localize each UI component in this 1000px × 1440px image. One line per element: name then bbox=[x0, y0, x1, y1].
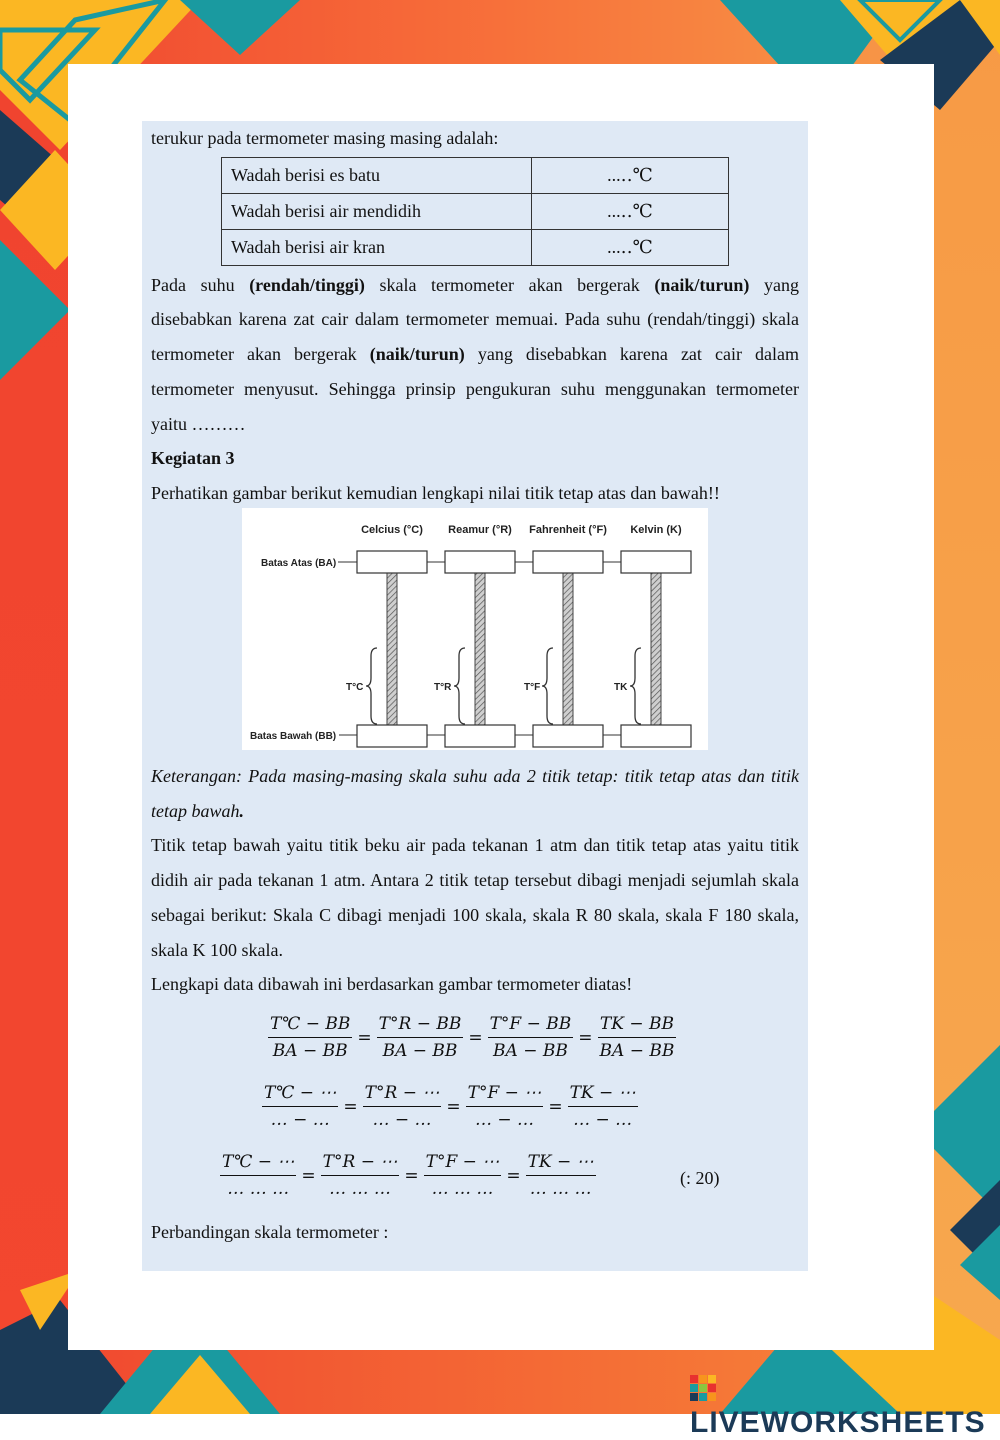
fraction bbox=[598, 1014, 677, 1061]
equals-sign: = bbox=[357, 1027, 372, 1048]
paragraph-expansion bbox=[151, 268, 799, 442]
equals-sign: = bbox=[404, 1165, 419, 1186]
scale-label-reamur: Reamur (°R) bbox=[448, 524, 512, 536]
fraction bbox=[377, 1014, 464, 1061]
numerator-blank[interactable]: TK − ⋯ bbox=[568, 1083, 638, 1107]
numerator-blank[interactable]: T°F − ⋯ bbox=[424, 1152, 502, 1176]
thermometer-fahrenheit bbox=[524, 551, 603, 747]
denominator-blank[interactable]: … − … bbox=[573, 1110, 633, 1130]
thermometer-kelvin bbox=[614, 551, 691, 747]
activity-heading: Kegiatan 3 bbox=[151, 448, 235, 469]
worksheet-lower-text bbox=[151, 759, 799, 1002]
equals-sign: = bbox=[578, 1027, 593, 1048]
worksheet-content bbox=[151, 121, 799, 511]
thermometer-figure bbox=[242, 508, 708, 750]
brand-text: LIVEWORKSHEETS bbox=[690, 1406, 986, 1439]
thermometer-reamur bbox=[434, 551, 515, 747]
note-paragraph bbox=[151, 759, 799, 828]
logo-tiles-icon bbox=[690, 1375, 716, 1401]
numerator-blank[interactable]: T℃ − ⋯ bbox=[220, 1152, 296, 1176]
text-run: Pada suhu bbox=[151, 274, 250, 295]
denominator-blank[interactable]: … − … bbox=[474, 1110, 534, 1130]
table-cell-answer[interactable]: ...․․℃ bbox=[532, 193, 729, 229]
reading-label-celcius: T°C bbox=[346, 682, 364, 693]
denominator-blank[interactable]: … … … bbox=[329, 1179, 391, 1199]
table-cell-answer[interactable]: ...․․℃ bbox=[532, 229, 729, 265]
denominator: BA − BB bbox=[272, 1041, 348, 1061]
fraction bbox=[424, 1152, 502, 1199]
numerator: T°R − BB bbox=[377, 1014, 464, 1038]
table-row bbox=[222, 229, 729, 265]
equals-sign: = bbox=[446, 1096, 461, 1117]
table-cell-label: Wadah berisi air kran bbox=[222, 229, 532, 265]
lower-bound-label: Batas Bawah (BB) bbox=[250, 731, 337, 742]
fraction bbox=[363, 1083, 442, 1130]
choice-naik-turun-2[interactable]: (naik/turun) bbox=[369, 344, 465, 365]
numerator-blank[interactable]: T℃ − ⋯ bbox=[262, 1083, 338, 1107]
fraction bbox=[488, 1014, 574, 1061]
scale-label-kelvin: Kelvin (K) bbox=[630, 524, 682, 536]
fraction bbox=[262, 1083, 338, 1130]
reading-label-reamur: T°R bbox=[434, 682, 452, 693]
text-run: yang disebabkan karena zat cair dalam termometer menyusut. Sehingga prinsip pengukuran suhu menggunakan termometer yaitu ……… bbox=[151, 344, 799, 434]
scale-label-celcius: Celcius (°C) bbox=[361, 524, 423, 536]
denominator-blank[interactable]: … − … bbox=[270, 1110, 330, 1130]
denominator-blank[interactable]: … … … bbox=[529, 1179, 592, 1199]
fraction bbox=[526, 1152, 596, 1199]
choice-naik-turun-1[interactable]: (naik/turun) bbox=[654, 274, 750, 295]
fraction bbox=[268, 1014, 352, 1061]
complete-data-instruction: Lengkapi data dibawah ini berdasarkan gambar termometer diatas! bbox=[151, 974, 633, 995]
fraction bbox=[568, 1083, 638, 1130]
denominator-blank[interactable]: … … … bbox=[227, 1179, 290, 1199]
denominator: BA − BB bbox=[493, 1041, 568, 1061]
denominator-blank[interactable]: … − … bbox=[372, 1110, 432, 1130]
equals-sign: = bbox=[301, 1165, 316, 1186]
fraction bbox=[466, 1083, 544, 1130]
equals-sign: = bbox=[548, 1096, 563, 1117]
table-cell-answer[interactable]: ...․․℃ bbox=[532, 157, 729, 193]
fixed-points-paragraph: Titik tetap bawah yaitu titik beku air pada tekanan 1 atm dan titik tetap atas yaitu titik didih air pada tekanan 1 atm. Antara 2 titik tetap tersebut dibagi menjadi sejumlah skala sebagai berikut: Skala C dibagi menjadi 100 skala, skala R 80 skala, skala F 180 skala, skala K 100 skala. bbox=[151, 835, 799, 960]
numerator: T°F − BB bbox=[488, 1014, 574, 1038]
table-row bbox=[222, 157, 729, 193]
table-row bbox=[222, 193, 729, 229]
denominator: BA − BB bbox=[599, 1041, 675, 1061]
denominator-blank[interactable]: … … … bbox=[431, 1179, 494, 1199]
choice-rendah-tinggi[interactable]: (rendah/tinggi) bbox=[249, 274, 365, 295]
numerator-blank[interactable]: T°R − ⋯ bbox=[321, 1152, 400, 1176]
text-run: yang disebabkan karena zat cair dalam termometer memuai. Pada suhu (rendah/tinggi) skala termometer akan bergerak bbox=[151, 274, 800, 365]
activity-instruction: Perhatikan gambar berikut kemudian lengkapi nilai titik tetap atas dan bawah!! bbox=[151, 482, 720, 503]
equation-row-2 bbox=[262, 1083, 638, 1130]
numerator-blank[interactable]: TK − ⋯ bbox=[526, 1152, 596, 1176]
fraction bbox=[220, 1152, 296, 1199]
equals-sign: = bbox=[468, 1027, 483, 1048]
scale-label-fahrenheit: Fahrenheit (°F) bbox=[529, 524, 607, 536]
equals-sign: = bbox=[343, 1096, 358, 1117]
divide-note: (: 20) bbox=[680, 1168, 720, 1188]
table-cell-label: Wadah berisi es batu bbox=[222, 157, 532, 193]
note-text: Keterangan: Pada masing-masing skala suhu ada 2 titik tetap: titik tetap atas dan titik tetap bawah bbox=[151, 766, 799, 821]
reading-label-fahrenheit: T°F bbox=[524, 682, 541, 693]
intro-line: terukur pada termometer masing masing adalah: bbox=[151, 128, 499, 148]
fraction bbox=[321, 1152, 400, 1199]
numerator: TK − BB bbox=[598, 1014, 677, 1038]
numerator: T℃ − BB bbox=[268, 1014, 352, 1038]
closing-line: Perbandingan skala termometer : bbox=[151, 1222, 389, 1242]
liveworksheets-logo bbox=[690, 1372, 1000, 1440]
denominator: BA − BB bbox=[382, 1041, 458, 1061]
measurement-table bbox=[221, 157, 729, 266]
text-run: skala termometer akan bergerak bbox=[364, 274, 655, 295]
equation-row-1 bbox=[268, 1014, 676, 1061]
equation-row-3 bbox=[220, 1152, 596, 1199]
equals-sign: = bbox=[506, 1165, 521, 1186]
table-cell-label: Wadah berisi air mendidih bbox=[222, 193, 532, 229]
note-end: . bbox=[239, 800, 244, 821]
numerator-blank[interactable]: T°F − ⋯ bbox=[466, 1083, 544, 1107]
numerator-blank[interactable]: T°R − ⋯ bbox=[363, 1083, 442, 1107]
upper-bound-label: Batas Atas (BA) bbox=[261, 558, 337, 569]
reading-label-kelvin: TK bbox=[614, 682, 628, 693]
thermometer-celcius bbox=[346, 551, 427, 747]
